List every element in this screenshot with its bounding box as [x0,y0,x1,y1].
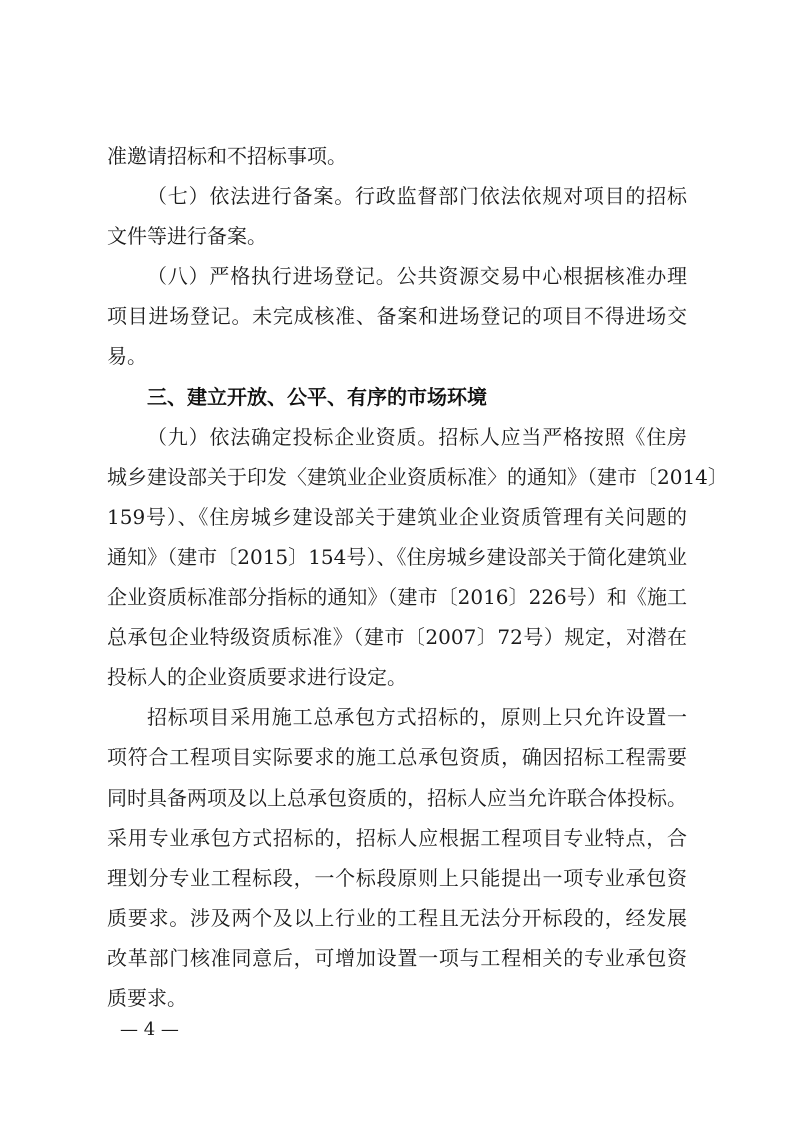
paragraph-line: （八）严格执行进场登记。公共资源交易中心根据核准办理 [147,264,687,288]
paragraph-line: 采用专业承包方式招标的，招标人应根据工程项目专业特点，合 [107,826,687,850]
paragraph-line: （九）依法确定投标企业资质。招标人应当严格按照《住房 [147,425,687,449]
paragraph-line: 理划分专业工程标段，一个标段原则上只能提出一项专业承包资 [107,866,687,890]
paragraph-line: 投标人的企业资质要求进行设定。 [107,665,407,689]
section-heading: 三、建立开放、公平、有序的市场环境 [147,385,487,409]
paragraph-line: 招标项目采用施工总承包方式招标的，原则上只允许设置一 [147,705,687,729]
paragraph-line: 文件等进行备案。 [107,224,267,248]
paragraph-line: 准邀请招标和不招标事项。 [107,144,347,168]
paragraph-line: （七）依法进行备案。行政监督部门依法依规对项目的招标 [147,184,687,208]
paragraph-line: 159号）、《住房城乡建设部关于建筑业企业资质管理有关问题的 [107,505,687,529]
paragraph-line: 易。 [107,344,147,368]
paragraph-line: 项目进场登记。未完成核准、备案和进场登记的项目不得进场交 [107,304,687,328]
paragraph-line: 总承包企业特级资质标准》（建市〔2007〕72号）规定，对潜在 [107,625,687,649]
page-number: — 4 — [120,1019,179,1040]
paragraph-line: 质要求。涉及两个及以上行业的工程且无法分开标段的，经发展 [107,906,687,930]
paragraph-line: 改革部门核准同意后，可增加设置一项与工程相关的专业承包资 [107,946,687,970]
paragraph-line: 通知》（建市〔2015〕154号）、《住房城乡建设部关于简化建筑业 [107,545,687,569]
paragraph-line: 城乡建设部关于印发〈建筑业企业资质标准〉的通知》（建市〔2014〕 [107,465,728,489]
paragraph-line: 项符合工程项目实际要求的施工总承包资质，确因招标工程需要 [107,745,687,769]
paragraph-line: 企业资质标准部分指标的通知》（建市〔2016〕226号）和《施工 [107,585,687,609]
paragraph-line: 质要求。 [107,986,187,1010]
paragraph-line: 同时具备两项及以上总承包资质的，招标人应当允许联合体投标。 [107,786,687,810]
